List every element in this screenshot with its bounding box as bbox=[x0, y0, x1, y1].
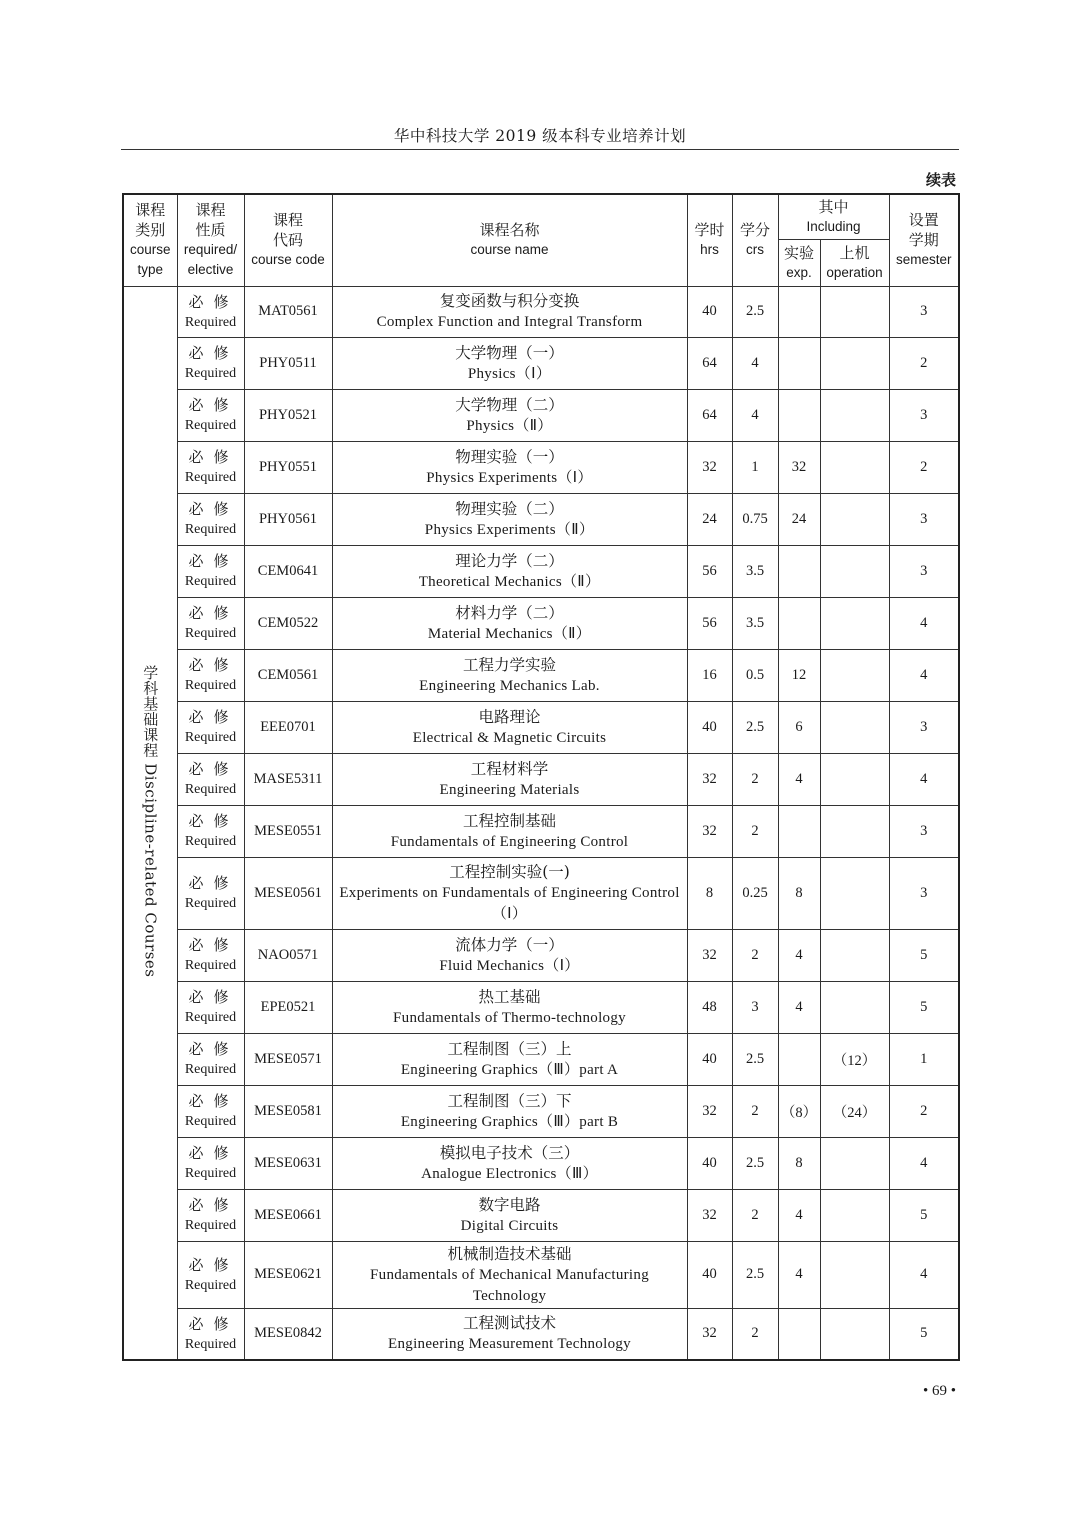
course-code: EEE0701 bbox=[244, 701, 332, 753]
course-nature-cell bbox=[177, 1308, 244, 1360]
course-credits: 3.5 bbox=[732, 545, 778, 597]
table-row bbox=[123, 1033, 959, 1085]
course-nature-cn: 必修 bbox=[188, 708, 239, 726]
course-name-cn: 电路理论 bbox=[478, 707, 541, 726]
course-nature-cn: 必修 bbox=[188, 604, 239, 622]
course-name-cn: 流体力学（一） bbox=[455, 935, 564, 954]
course-experiment-hours: 32 bbox=[778, 441, 820, 493]
course-operation-hours: （12） bbox=[820, 1033, 889, 1085]
course-semester: 3 bbox=[889, 701, 959, 753]
course-credits: 2 bbox=[732, 1308, 778, 1360]
course-nature-cell bbox=[177, 701, 244, 753]
header-operation-en: operation bbox=[826, 264, 883, 280]
course-nature-cn: 必修 bbox=[188, 874, 239, 892]
course-credits: 2 bbox=[732, 1085, 778, 1137]
course-credits: 0.5 bbox=[732, 649, 778, 701]
course-semester: 2 bbox=[889, 337, 959, 389]
course-name-cell bbox=[332, 545, 687, 597]
course-code: PHY0551 bbox=[244, 441, 332, 493]
course-operation-hours bbox=[820, 337, 889, 389]
course-name-cell bbox=[332, 649, 687, 701]
header-course-code bbox=[244, 194, 332, 286]
course-name-en: Fundamentals of Mechanical Manufacturing Technology bbox=[370, 1266, 649, 1304]
course-nature-en: Required bbox=[184, 1114, 237, 1129]
course-experiment-hours: 4 bbox=[778, 1189, 820, 1241]
course-hours: 32 bbox=[687, 805, 732, 857]
course-credits: 3 bbox=[732, 981, 778, 1033]
course-operation-hours bbox=[820, 597, 889, 649]
course-name-en: Engineering Mechanics Lab. bbox=[419, 677, 600, 694]
table-row bbox=[123, 1085, 959, 1137]
course-name-cn: 机械制造技术基础 bbox=[447, 1244, 572, 1263]
course-name-en: Physics（Ⅱ） bbox=[466, 417, 553, 434]
course-code: CEM0561 bbox=[244, 649, 332, 701]
page-number: • 69 • bbox=[922, 1383, 956, 1399]
header-credits-cn: 学分 bbox=[739, 221, 770, 240]
course-semester: 4 bbox=[889, 649, 959, 701]
course-hours: 64 bbox=[687, 337, 732, 389]
course-code: MESE0631 bbox=[244, 1137, 332, 1189]
course-nature-en: Required bbox=[184, 418, 237, 433]
course-nature-en: Required bbox=[184, 958, 237, 973]
table-row bbox=[123, 929, 959, 981]
course-code: MESE0551 bbox=[244, 805, 332, 857]
course-nature-cn: 必修 bbox=[188, 1092, 239, 1110]
course-nature-en: Required bbox=[184, 1166, 237, 1181]
course-code: MESE0561 bbox=[244, 857, 332, 929]
course-name-en: Material Mechanics（Ⅱ） bbox=[427, 625, 592, 642]
course-category-label: 学科基础课程 Discipline-related Courses bbox=[141, 664, 160, 977]
course-semester: 3 bbox=[889, 545, 959, 597]
course-hours: 40 bbox=[687, 701, 732, 753]
course-nature-cn: 必修 bbox=[188, 1144, 239, 1162]
course-code: CEM0641 bbox=[244, 545, 332, 597]
course-credits: 4 bbox=[732, 389, 778, 441]
table-row bbox=[123, 857, 959, 929]
course-semester: 3 bbox=[889, 286, 959, 337]
course-name-cn: 大学物理（二） bbox=[455, 395, 564, 414]
course-operation-hours bbox=[820, 1137, 889, 1189]
header-credits-en: crs bbox=[746, 242, 764, 258]
course-nature-en: Required bbox=[184, 834, 237, 849]
course-name-cn: 工程制图（三）上 bbox=[447, 1039, 572, 1058]
course-nature-en: Required bbox=[184, 730, 237, 745]
course-nature-cell bbox=[177, 441, 244, 493]
course-name-cell bbox=[332, 981, 687, 1033]
course-credits: 2 bbox=[732, 805, 778, 857]
course-operation-hours bbox=[820, 441, 889, 493]
course-experiment-hours: 8 bbox=[778, 1137, 820, 1189]
course-name-en: Experiments on Fundamentals of Engineering Control（Ⅰ） bbox=[339, 885, 680, 922]
course-nature-cell bbox=[177, 857, 244, 929]
course-name-cell bbox=[332, 1189, 687, 1241]
course-operation-hours bbox=[820, 545, 889, 597]
course-semester: 4 bbox=[889, 1137, 959, 1189]
course-hours: 56 bbox=[687, 545, 732, 597]
course-nature-cell bbox=[177, 805, 244, 857]
header-course-name-cn: 课程名称 bbox=[479, 221, 540, 240]
table-row bbox=[123, 701, 959, 753]
header-course-name-en: course name bbox=[470, 242, 549, 258]
course-nature-cn: 必修 bbox=[188, 552, 239, 570]
course-name-cn: 模拟电子技术（三） bbox=[439, 1143, 580, 1162]
course-semester: 3 bbox=[889, 805, 959, 857]
course-name-en: Engineering Graphics（Ⅲ）part B bbox=[400, 1113, 619, 1130]
course-hours: 64 bbox=[687, 389, 732, 441]
course-nature-en: Required bbox=[184, 470, 237, 485]
header-course-nature bbox=[177, 194, 244, 286]
header-course-code-en: course code bbox=[251, 252, 325, 268]
course-nature-cell bbox=[177, 753, 244, 805]
course-hours: 56 bbox=[687, 597, 732, 649]
course-name-cn: 工程力学实验 bbox=[462, 655, 556, 674]
table-body bbox=[123, 286, 959, 1360]
course-name-en: Physics（Ⅰ） bbox=[467, 365, 552, 382]
header-hours-en: hrs bbox=[700, 242, 719, 258]
table-row bbox=[123, 1241, 959, 1308]
course-nature-en: Required bbox=[184, 314, 237, 330]
course-nature-cn: 必修 bbox=[188, 396, 239, 414]
course-credits: 2 bbox=[732, 1189, 778, 1241]
course-operation-hours bbox=[820, 1308, 889, 1360]
running-title: 华中科技大学 2019 级本科专业培养计划 bbox=[393, 127, 687, 145]
course-operation-hours bbox=[820, 1241, 889, 1308]
course-hours: 8 bbox=[687, 857, 732, 929]
course-credits: 2.5 bbox=[732, 286, 778, 337]
course-name-cn: 理论力学（二） bbox=[455, 551, 564, 570]
course-nature-cn: 必修 bbox=[188, 1040, 239, 1058]
course-operation-hours bbox=[820, 389, 889, 441]
course-name-cell bbox=[332, 805, 687, 857]
course-nature-cn: 必修 bbox=[188, 988, 239, 1006]
course-operation-hours bbox=[820, 493, 889, 545]
course-nature-en: Required bbox=[184, 1218, 237, 1233]
header-course-name bbox=[332, 194, 687, 286]
course-hours: 24 bbox=[687, 493, 732, 545]
course-operation-hours bbox=[820, 1189, 889, 1241]
course-name-cell bbox=[332, 857, 687, 929]
course-credits: 2.5 bbox=[732, 1137, 778, 1189]
course-name-cell bbox=[332, 1241, 687, 1308]
course-semester: 2 bbox=[889, 1085, 959, 1137]
course-name-cn: 工程材料学 bbox=[470, 759, 549, 778]
course-semester: 5 bbox=[889, 1308, 959, 1360]
course-code: MESE0581 bbox=[244, 1085, 332, 1137]
course-nature-cn: 必修 bbox=[188, 760, 239, 778]
header-hours-cn: 学时 bbox=[694, 221, 725, 240]
table-row bbox=[123, 1189, 959, 1241]
course-nature-cell bbox=[177, 649, 244, 701]
course-credits: 0.25 bbox=[732, 857, 778, 929]
course-name-en: Fundamentals of Thermo-technology bbox=[393, 1009, 626, 1026]
header-hours bbox=[687, 194, 732, 286]
course-name-cell bbox=[332, 929, 687, 981]
course-nature-cell bbox=[177, 597, 244, 649]
course-name-cell bbox=[332, 701, 687, 753]
course-semester: 5 bbox=[889, 981, 959, 1033]
course-name-en: Engineering Measurement Technology bbox=[388, 1336, 631, 1353]
course-nature-cell bbox=[177, 1137, 244, 1189]
header-semester-en: semester bbox=[896, 252, 952, 268]
course-nature-en: Required bbox=[184, 1336, 237, 1352]
course-name-en: Theoretical Mechanics（Ⅱ） bbox=[418, 573, 601, 590]
header-experiment-cn: 实验 bbox=[783, 243, 814, 262]
course-name-en: Fluid Mechanics（Ⅰ） bbox=[439, 957, 580, 974]
course-credits: 1 bbox=[732, 441, 778, 493]
course-code: PHY0521 bbox=[244, 389, 332, 441]
course-code: CEM0522 bbox=[244, 597, 332, 649]
course-name-cell bbox=[332, 286, 687, 337]
course-name-en: Complex Function and Integral Transform bbox=[376, 314, 643, 330]
course-nature-cn: 必修 bbox=[188, 936, 239, 954]
course-operation-hours bbox=[820, 701, 889, 753]
course-nature-cn: 必修 bbox=[188, 1314, 239, 1333]
course-hours: 48 bbox=[687, 981, 732, 1033]
header-semester bbox=[889, 194, 959, 286]
course-nature-en: Required bbox=[184, 782, 237, 797]
course-semester: 3 bbox=[889, 857, 959, 929]
course-experiment-hours: 4 bbox=[778, 753, 820, 805]
course-nature-cell bbox=[177, 1189, 244, 1241]
course-experiment-hours bbox=[778, 805, 820, 857]
course-name-en: Electrical & Magnetic Circuits bbox=[412, 729, 607, 746]
course-code: NAO0571 bbox=[244, 929, 332, 981]
course-nature-en: Required bbox=[184, 522, 237, 537]
course-semester: 2 bbox=[889, 441, 959, 493]
course-operation-hours bbox=[820, 286, 889, 337]
header-experiment bbox=[778, 239, 820, 286]
course-semester: 3 bbox=[889, 389, 959, 441]
course-experiment-hours bbox=[778, 597, 820, 649]
course-nature-cn: 必修 bbox=[188, 1196, 239, 1214]
header-rule bbox=[121, 149, 959, 150]
header-course-type-cn: 课程 类别 bbox=[135, 201, 166, 240]
course-nature-en: Required bbox=[184, 678, 237, 693]
course-credits: 2.5 bbox=[732, 1241, 778, 1308]
course-operation-hours bbox=[820, 753, 889, 805]
course-operation-hours bbox=[820, 929, 889, 981]
header-credits bbox=[732, 194, 778, 286]
course-name-cn: 工程控制基础 bbox=[462, 811, 556, 830]
course-nature-en: Required bbox=[184, 366, 237, 381]
course-credits: 4 bbox=[732, 337, 778, 389]
course-experiment-hours bbox=[778, 337, 820, 389]
course-operation-hours bbox=[820, 981, 889, 1033]
course-nature-cn: 必修 bbox=[188, 812, 239, 830]
course-nature-cell bbox=[177, 1085, 244, 1137]
course-nature-cell bbox=[177, 545, 244, 597]
course-name-cn: 工程控制实验(一) bbox=[449, 863, 570, 881]
course-hours: 32 bbox=[687, 929, 732, 981]
header-operation bbox=[820, 239, 889, 286]
table-row bbox=[123, 389, 959, 441]
course-credits: 3.5 bbox=[732, 597, 778, 649]
course-name-cn: 材料力学（二） bbox=[455, 603, 564, 622]
header-including-en: Including bbox=[806, 218, 861, 234]
header-semester-cn: 设置 学期 bbox=[908, 211, 939, 250]
course-hours: 32 bbox=[687, 441, 732, 493]
course-name-en: Physics Experiments（Ⅱ） bbox=[424, 521, 595, 538]
course-name-en: Digital Circuits bbox=[460, 1217, 559, 1234]
course-nature-cell bbox=[177, 493, 244, 545]
course-name-cn: 工程测试技术 bbox=[462, 1314, 556, 1333]
course-semester: 4 bbox=[889, 753, 959, 805]
course-hours: 32 bbox=[687, 1189, 732, 1241]
course-hours: 32 bbox=[687, 1085, 732, 1137]
course-credits: 2 bbox=[732, 929, 778, 981]
header-experiment-en: exp. bbox=[786, 264, 812, 280]
course-code: MESE0621 bbox=[244, 1241, 332, 1308]
course-name-cell bbox=[332, 1308, 687, 1360]
course-experiment-hours: 8 bbox=[778, 857, 820, 929]
course-semester: 4 bbox=[889, 1241, 959, 1308]
course-operation-hours: （24） bbox=[820, 1085, 889, 1137]
course-code: MESE0842 bbox=[244, 1308, 332, 1360]
course-code: PHY0511 bbox=[244, 337, 332, 389]
course-semester: 4 bbox=[889, 597, 959, 649]
course-name-cn: 数字电路 bbox=[478, 1195, 541, 1214]
course-nature-cell bbox=[177, 929, 244, 981]
course-code: EPE0521 bbox=[244, 981, 332, 1033]
course-semester: 1 bbox=[889, 1033, 959, 1085]
course-nature-cell bbox=[177, 337, 244, 389]
course-experiment-hours bbox=[778, 1308, 820, 1360]
table-row bbox=[123, 337, 959, 389]
course-nature-cell bbox=[177, 389, 244, 441]
course-hours: 16 bbox=[687, 649, 732, 701]
course-name-cell bbox=[332, 1085, 687, 1137]
course-hours: 40 bbox=[687, 286, 732, 337]
course-name-cell bbox=[332, 389, 687, 441]
course-name-cell bbox=[332, 753, 687, 805]
table-row bbox=[123, 753, 959, 805]
course-hours: 40 bbox=[687, 1241, 732, 1308]
course-name-en: Fundamentals of Engineering Control bbox=[390, 833, 629, 850]
course-operation-hours bbox=[820, 805, 889, 857]
course-credits: 2.5 bbox=[732, 701, 778, 753]
table-row bbox=[123, 981, 959, 1033]
header-including-cn: 其中 bbox=[818, 197, 849, 216]
course-nature-en: Required bbox=[184, 1062, 237, 1077]
course-hours: 40 bbox=[687, 1033, 732, 1085]
course-name-cell bbox=[332, 597, 687, 649]
continued-label: 续表 bbox=[925, 171, 956, 189]
course-experiment-hours: 4 bbox=[778, 929, 820, 981]
course-nature-cell bbox=[177, 1033, 244, 1085]
course-table bbox=[122, 193, 960, 1361]
course-operation-hours bbox=[820, 857, 889, 929]
header-course-nature-cn: 课程 性质 bbox=[195, 201, 226, 240]
course-nature-cn: 必修 bbox=[188, 344, 239, 362]
course-nature-cn: 必修 bbox=[188, 448, 239, 466]
table-row bbox=[123, 1137, 959, 1189]
course-experiment-hours bbox=[778, 389, 820, 441]
course-category-cell bbox=[123, 286, 177, 1360]
header-course-type-en: course type bbox=[130, 242, 171, 278]
course-nature-en: Required bbox=[184, 626, 237, 641]
course-name-cn: 热工基础 bbox=[478, 987, 541, 1006]
table-row bbox=[123, 1308, 959, 1360]
course-experiment-hours: 12 bbox=[778, 649, 820, 701]
course-nature-en: Required bbox=[184, 896, 237, 911]
table-row bbox=[123, 805, 959, 857]
course-operation-hours bbox=[820, 649, 889, 701]
course-hours: 40 bbox=[687, 1137, 732, 1189]
course-nature-cn: 必修 bbox=[188, 1255, 239, 1274]
table-row bbox=[123, 286, 959, 337]
table-row bbox=[123, 597, 959, 649]
course-nature-cell bbox=[177, 286, 244, 337]
course-name-cn: 大学物理（一） bbox=[455, 343, 564, 362]
course-credits: 0.75 bbox=[732, 493, 778, 545]
course-hours: 32 bbox=[687, 753, 732, 805]
course-experiment-hours: 4 bbox=[778, 981, 820, 1033]
course-hours: 32 bbox=[687, 1308, 732, 1360]
course-semester: 5 bbox=[889, 929, 959, 981]
course-name-en: Engineering Materials bbox=[439, 781, 580, 798]
course-nature-cell bbox=[177, 981, 244, 1033]
course-name-en: Analogue Electronics（Ⅲ） bbox=[421, 1165, 598, 1182]
course-name-cn: 物理实验（一） bbox=[455, 447, 564, 466]
course-experiment-hours: 4 bbox=[778, 1241, 820, 1308]
course-nature-en: Required bbox=[184, 1010, 237, 1025]
course-name-cn: 复变函数与积分变换 bbox=[439, 292, 580, 310]
course-name-cell bbox=[332, 441, 687, 493]
course-code: PHY0561 bbox=[244, 493, 332, 545]
course-nature-cn: 必修 bbox=[188, 500, 239, 518]
course-code: MASE5311 bbox=[244, 753, 332, 805]
course-experiment-hours bbox=[778, 286, 820, 337]
course-experiment-hours: 24 bbox=[778, 493, 820, 545]
course-name-en: Engineering Graphics（Ⅲ）part A bbox=[400, 1061, 619, 1078]
course-name-cell bbox=[332, 493, 687, 545]
course-name-cn: 工程制图（三）下 bbox=[447, 1091, 572, 1110]
course-semester: 5 bbox=[889, 1189, 959, 1241]
course-code: MESE0571 bbox=[244, 1033, 332, 1085]
course-credits: 2.5 bbox=[732, 1033, 778, 1085]
course-semester: 3 bbox=[889, 493, 959, 545]
course-experiment-hours: （8） bbox=[778, 1085, 820, 1137]
course-name-cn: 物理实验（二） bbox=[455, 499, 564, 518]
course-code: MAT0561 bbox=[244, 286, 332, 337]
course-experiment-hours: 6 bbox=[778, 701, 820, 753]
header-course-code-cn: 课程 代码 bbox=[272, 211, 303, 250]
course-nature-cn: 必修 bbox=[188, 656, 239, 674]
course-experiment-hours bbox=[778, 1033, 820, 1085]
table-row bbox=[123, 441, 959, 493]
course-code: MESE0661 bbox=[244, 1189, 332, 1241]
table-row bbox=[123, 493, 959, 545]
course-name-en: Physics Experiments（Ⅰ） bbox=[426, 469, 593, 486]
table-row bbox=[123, 649, 959, 701]
course-nature-cell bbox=[177, 1241, 244, 1308]
header-including bbox=[778, 194, 889, 239]
header-course-type bbox=[123, 194, 177, 286]
header-course-nature-en: required/ elective bbox=[183, 242, 238, 278]
course-name-cell bbox=[332, 337, 687, 389]
course-credits: 2 bbox=[732, 753, 778, 805]
table-row bbox=[123, 545, 959, 597]
course-nature-cn: 必修 bbox=[188, 292, 239, 311]
course-nature-en: Required bbox=[184, 1277, 237, 1293]
course-name-cell bbox=[332, 1137, 687, 1189]
course-experiment-hours bbox=[778, 545, 820, 597]
course-nature-en: Required bbox=[184, 574, 237, 589]
course-name-cell bbox=[332, 1033, 687, 1085]
header-operation-cn: 上机 bbox=[839, 243, 870, 262]
